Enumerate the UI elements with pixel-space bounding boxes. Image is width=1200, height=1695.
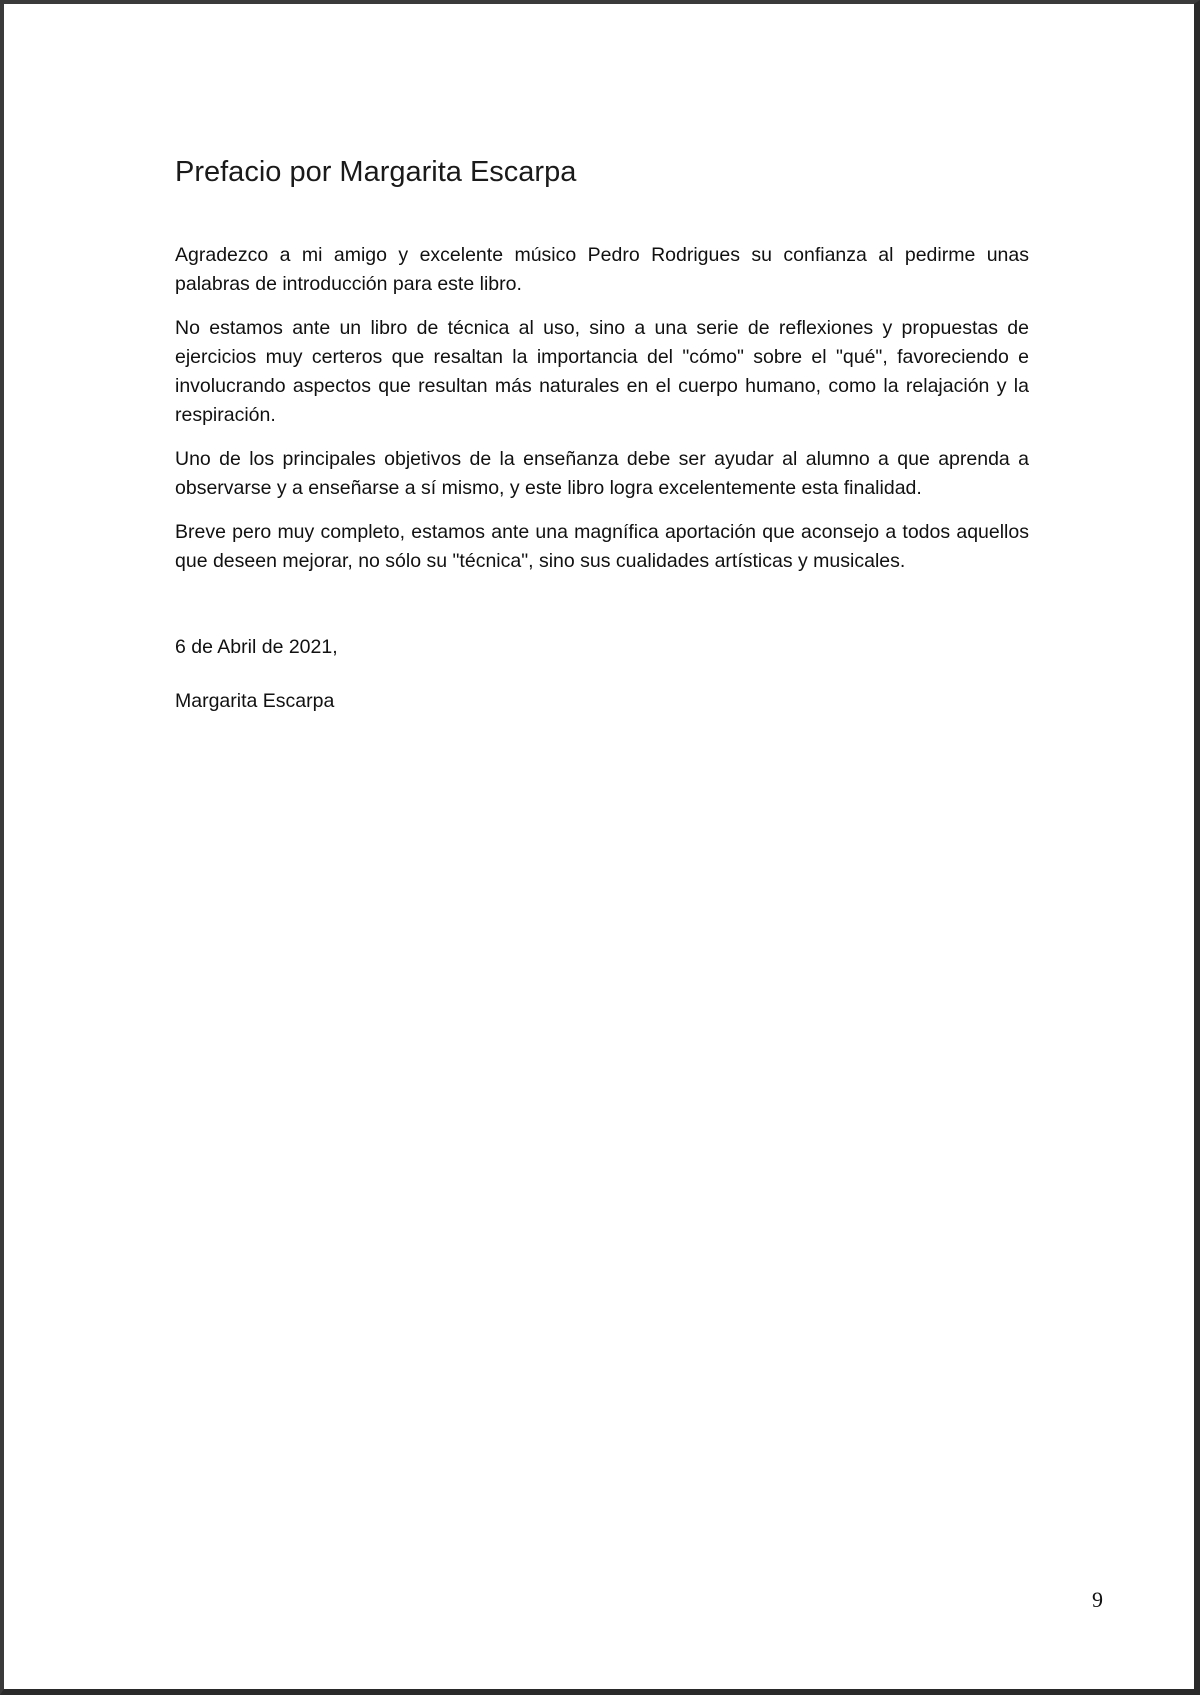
page-content bbox=[175, 154, 1029, 741]
paragraph: Agradezco a mi amigo y excelente músico Pedro Rodrigues su confianza al pedirme unas palabras de introducción para este libro. bbox=[175, 244, 1029, 295]
paragraph: Uno de los principales objetivos de la enseñanza debe ser ayudar al alumno a que aprenda a observarse y a enseñarse a sí mismo, y este libro logra excelentemente esta finalidad. bbox=[175, 448, 1029, 499]
paragraph: No estamos ante un libro de técnica al uso, sino a una serie de reflexiones y propuestas de ejercicios muy certeros que resaltan la importancia del "cómo" sobre el "qué", favoreciendo e involucrando aspectos que resultan más naturales en el cuerpo humano, como la relajación y la respiración. bbox=[175, 317, 1029, 426]
date-line: 6 de Abril de 2021, bbox=[175, 636, 338, 658]
page-number: 9 bbox=[1092, 1587, 1103, 1612]
page-title: Prefacio por Margarita Escarpa bbox=[175, 156, 577, 188]
closing-block bbox=[175, 633, 1029, 716]
signature-line: Margarita Escarpa bbox=[175, 690, 335, 712]
paragraph: Breve pero muy completo, estamos ante una magnífica aportación que aconsejo a todos aquellos que deseen mejorar, no sólo su "técnica", sino sus cualidades artísticas y musicales. bbox=[175, 521, 1029, 572]
